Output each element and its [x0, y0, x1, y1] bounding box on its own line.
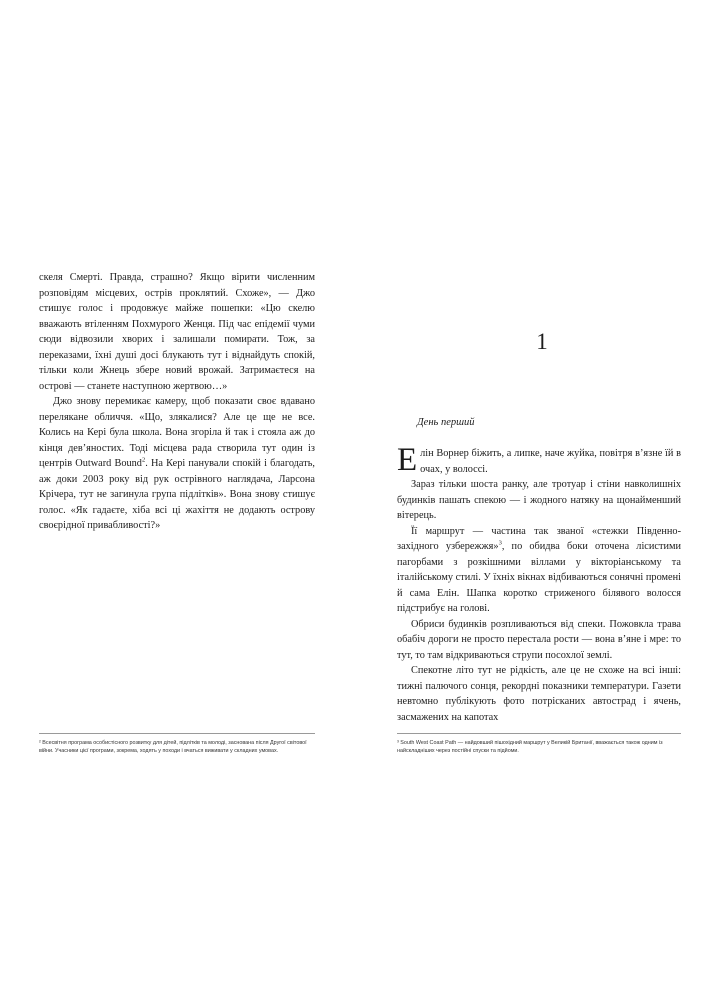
right-paragraph-3 — [397, 524, 681, 617]
left-footnote — [39, 739, 319, 755]
footnote-mark-3: 3 — [498, 539, 502, 547]
left-footnote-text: ² Всесвітня програма особистісного розвитку для дітей, підлітків та молоді, заснована після Другої світової війни. Учасники цієї програми, зокрема, ходять у походи і вчаться виживати у складних умовах. — [39, 740, 307, 754]
right-paragraph-4: Обриси будинків розпливаються від спеки. Пожовкла трава обабіч дороги не просто перестала рости — вона в’яне і мре: то тут, то там відкриваються струпи посохлої землі. — [397, 618, 681, 661]
right-paragraph-3-continued: , по обидва боки оточена лісистими пагорбами з розкішними віллами у вікторіанському та італійському стилі. У їхніх вікнах відбиваються сонячні промені й сама Елін. Шапка коротко стриженого білявого волосся підстрибує на голові. — [397, 541, 681, 614]
left-paragraph-2-text: Джо знову перемикає камеру, щоб показати своє вдавано перелякане обличчя. «Що, злякалися? Але це ще не все. Колись на Кері була школа. Вона згоріла й так і стояла аж до кінця дев’яностих. Тоді місцева рада створила тут один із центрів Outward Bound — [39, 396, 315, 469]
right-paragraph-5: Спекотне літо тут не рідкість, але це не схоже на всі інші: тижні палючого сонця, рекордні показники температури. Газети невтомно публікують фото потрісканих автострад і ячень, засмажених на капотах — [397, 665, 681, 723]
right-paragraph-2: Зараз тільки шоста ранку, але тротуар і стіни навколишніх будинків пашать спекою — і жодного натяку на щонайменший вітерець. — [397, 479, 681, 521]
right-footnote-text: ³ South West Coast Path — найдовший пішохідний маршрут у Великій Британії, вважається також одним із найскладніших через постійні спуски та підйоми. — [397, 740, 663, 754]
chapter-subtitle: День перший — [417, 417, 475, 428]
right-footnote — [397, 739, 687, 755]
left-footnote-rule — [39, 733, 315, 734]
right-page-body — [397, 442, 681, 725]
left-page-body — [39, 270, 315, 534]
right-paragraph-3-text: Її маршрут — частина так званої «стежки Південно-західного узбережжя» — [397, 525, 681, 552]
right-paragraph-1-text: лін Ворнер біжить, а липке, наче жуйка, повітря в’язне їй в очах, у волоссі. — [420, 448, 681, 475]
left-paragraph-1: скеля Смерті. Правда, страшно? Якщо вірити численним розповідям місцевих, острів проклятий. Схоже», — Джо стишує голос і продовжує майже пошепки: «Цю скелю вважають втіленням Похмурого Женця. Під час епідемії чуми сюди відвозили хворих і залишали помирати. Тож, за переказами, їхні душі досі блукають тут і віднайдуть спокій, тільки коли Жнець збере новий врожай. Затримаєтеся на острові — станете наступною жертвою…» — [39, 272, 315, 392]
drop-cap: Е — [397, 442, 418, 478]
left-paragraph-2-continued: . На Кері панували спокій і благодать, аж доки 2003 року від рук острівного наглядача, Ларсона Крічера, тут не загинула група підлітків». Вона знову стишує голос. «Як гадаєте, хіба всі ці жахіття не додають острову своєрідної привабливості?» — [39, 458, 315, 531]
left-paragraph-2 — [39, 394, 315, 534]
right-paragraph-1 — [397, 442, 681, 478]
footnote-mark-2: 2 — [141, 456, 146, 464]
chapter-number: 1 — [536, 329, 548, 354]
right-footnote-rule — [397, 733, 681, 734]
